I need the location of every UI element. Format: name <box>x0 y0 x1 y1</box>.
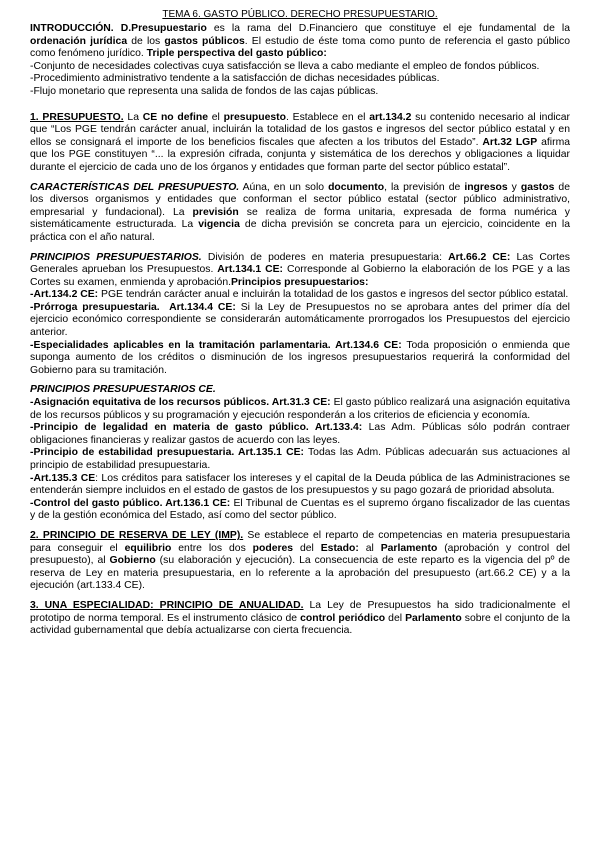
list-item-text: Si la Ley de Presupuestos no se aprobara antes del primer día del ejercicio económico correspondiente se considerarán automáticamente prorrogados los Presupuestos del ejercicio anterior. <box>30 301 570 339</box>
list-item-label: Art.134.4 CE: <box>159 301 236 313</box>
principios-ce-heading-line <box>30 384 570 397</box>
section-reserva-de-ley <box>30 530 570 593</box>
body-text: se realiza de forma unitaria, expresada de forma numérica y sistemáticamente estructurada. La <box>30 206 570 231</box>
body-text: del <box>293 542 321 554</box>
body-term: gastos <box>520 181 555 193</box>
intro-subheading: Triple perspectiva del gasto público: <box>146 48 327 60</box>
intro-text: . El estudio de éste toma como punto de referencia el gasto público como fenómeno jurídico. <box>30 35 570 60</box>
body-term: Art.66.2 CE: <box>448 251 511 263</box>
body-text: afirma que los PGE constituyen “... la expresión cifrada, conjunta y sistemática de los derechos y obligaciones a liquidar durante el ejercicio de cada uno de los órganos y entidades que forman parte del sector público estatal”. <box>30 136 571 173</box>
list-item-text: Todas las Adm. Públicas adecuarán sus actuaciones al principio de estabilidad presupuestaria. <box>30 447 571 471</box>
intro-text: de los <box>127 35 165 47</box>
list-item-text: El gasto público realizará una asignación equitativa de los recursos públicos y su programación y ejecución responderán a los criterios de eficiencia y economía. <box>30 397 570 421</box>
body-term: Parlamento <box>380 542 438 554</box>
body-text: Se establece el reparto de competencias en materia presupuestaria para conseguir el <box>30 529 570 554</box>
body-text: sobre el conjunto de la actividad gubernamental que debía actualizarse con cierta frecuencia. <box>30 612 570 637</box>
body-text: , la previsión de <box>384 181 465 193</box>
principios-paragraph <box>30 252 570 290</box>
caracteristicas-heading: CARACTERÍSTICAS DEL PRESUPUESTO. <box>30 181 240 193</box>
body-text: (su elaboración y ejecución). La consecuencia de este reparto es la vigencia del pº de reserva de Ley en materia presupuestaria, en lo referente a la aprobación del presupuesto (art.66.2 CE) y a la ejecución (art.133.4 CE). <box>30 555 570 592</box>
presupuesto-paragraph <box>30 112 570 175</box>
reserva-heading: 2. PRINCIPIO DE RESERVA DE LEY (IMP). <box>30 529 244 541</box>
body-term: control periódico <box>300 612 386 624</box>
principios-ce-list-item <box>30 397 570 422</box>
section-presupuesto <box>30 112 570 175</box>
section-caracteristicas <box>30 182 570 245</box>
intro-list-item: -Conjunto de necesidades colectivas cuya satisfacción se lleva a cabo mediante el empleo de fondos públicos. <box>30 60 540 72</box>
intro-term: ordenación jurídica <box>30 35 128 47</box>
principios-list-item <box>30 340 570 378</box>
section-anualidad <box>30 600 570 638</box>
presupuesto-heading: 1. PRESUPUESTO. <box>30 111 124 123</box>
principios-list-item <box>30 302 570 340</box>
body-term: Art.32 LGP <box>482 136 538 148</box>
list-item-text: El Tribunal de Cuentas es el supremo órgano fiscalizador de las cuentas y de la gestión económica del Estado, así como del sector público. <box>30 497 570 522</box>
principios-ce-list-item <box>30 473 570 498</box>
body-term: art.134.2 <box>369 111 412 123</box>
body-text: . Establece en el <box>286 111 370 123</box>
list-item-text: : Los créditos para satisfacer los intereses y el capital de la Deuda pública de las Administraciones se entenderán siempre incluidos en el estado de gastos de los presupuestos y su pago gozará de prioridad absoluta. <box>30 472 571 497</box>
principios-heading: PRINCIPIOS PRESUPUESTARIOS. <box>30 251 202 263</box>
body-text: de dicha previsión se concreta para un ejercicio, coincidente en la práctica con el año natural. <box>30 219 570 243</box>
section-principios-presupuestarios <box>30 252 570 378</box>
list-item-label: -Prórroga presupuestaria. <box>30 301 160 313</box>
intro-paragraph <box>30 23 570 61</box>
body-term: ingresos <box>464 181 508 193</box>
body-term: poderes <box>252 542 294 554</box>
body-text: y <box>507 181 521 193</box>
body-term: Estado: <box>320 542 359 554</box>
body-term: CE no define <box>142 111 209 123</box>
principios-subheading: Principios presupuestarios: <box>231 276 369 288</box>
list-item-label: -Especialidades aplicables en la tramitación parlamentaria. Art.134.6 CE: <box>30 339 402 351</box>
principios-list-item <box>30 289 570 302</box>
body-term: Parlamento <box>405 612 462 624</box>
body-text: (aprobación y control del presupuesto), al <box>30 542 570 567</box>
body-term: presupuesto <box>223 111 286 123</box>
section-principios-ce <box>30 384 570 523</box>
page-title: TEMA 6. GASTO PÚBLICO. DERECHO PRESUPUESTARIO. <box>162 9 438 20</box>
intro-term: D.Presupuestario <box>120 23 207 34</box>
list-item-text: PGE tendrán carácter anual e incluirán la totalidad de los gastos e ingresos del sector público estatal. <box>98 289 569 301</box>
body-term: Gobierno <box>109 555 156 567</box>
body-text: de los diversos organismos y entidades que conforman el sector público estatal (sector público administrativo, empresarial y fundacional). La <box>30 181 570 218</box>
principios-ce-heading: PRINCIPIOS PRESUPUESTARIOS CE. <box>30 384 216 396</box>
body-term: documento <box>328 181 385 193</box>
section-introduccion <box>30 23 570 99</box>
body-term: Art.134.1 CE: <box>217 264 284 276</box>
list-item-label: -Art.134.2 CE: <box>30 289 99 301</box>
reserva-paragraph <box>30 530 570 593</box>
list-item-text: Las Adm. Públicas sólo podrán contraer obligaciones financieras y realizar gastos de acuerdo con las leyes. <box>30 422 571 446</box>
intro-text: es la rama del D.Financiero que constituye el eje fundamental de la <box>206 23 571 34</box>
list-item-label: -Asignación equitativa de los recursos públicos. Art.31.3 CE: <box>30 397 331 409</box>
body-text: entre los dos <box>171 542 253 554</box>
intro-heading: INTRODUCCIÓN. <box>30 23 114 34</box>
body-text: División de poderes en materia presupuestaria: <box>201 251 449 263</box>
body-text: su contenido necesario al indicar que “Los PGE tendrán carácter anual, incluirán la totalidad de los gastos e ingresos del sector público estatal y en ellos se consignará el importe de los beneficios fiscales que afecten a los tributos del Estado”. <box>30 111 570 148</box>
list-item-text: Toda proposición o enmienda que suponga aumento de los créditos o disminución de los ingresos presupuestarios requerirá la conformidad del Gobierno para su tramitación. <box>30 339 570 376</box>
caracteristicas-paragraph <box>30 182 570 245</box>
intro-list-item: -Procedimiento administrativo tendente a la satisfacción de dichas necesidades públicas. <box>30 73 440 85</box>
list-item-label: -Principio de estabilidad presupuestaria. Art.135.1 CE: <box>30 447 304 459</box>
principios-ce-list-item <box>30 422 570 447</box>
body-term: vigencia <box>198 219 240 231</box>
list-item-label: -Principio de legalidad en materia de gasto público. Art.133.4: <box>30 422 363 434</box>
anualidad-paragraph <box>30 600 570 638</box>
principios-ce-list-item <box>30 447 570 472</box>
intro-term: gastos públicos <box>164 35 245 47</box>
body-text: Corresponde al Gobierno la elaboración de los PGE y a las Cortes su examen, enmienda y aprobación. <box>30 264 570 288</box>
body-text: del <box>385 612 406 624</box>
body-text: Aúna, en un solo <box>239 181 329 193</box>
body-text: el <box>208 111 224 123</box>
principios-ce-list-item <box>30 498 570 523</box>
body-term: equilibrio <box>124 542 172 554</box>
body-text: La Ley de Presupuestos ha sido tradicionalmente el prototipo de norma temporal. Es el instrumento clásico de <box>30 599 570 624</box>
body-text: Las Cortes Generales aprueban los Presupuestos. <box>30 251 570 276</box>
anualidad-heading: 3. UNA ESPECIALIDAD: PRINCIPIO DE ANUALIDAD. <box>30 599 304 611</box>
body-term: previsión <box>192 206 239 218</box>
intro-list-item: -Flujo monetario que representa una salida de fondos de las cajas públicas. <box>30 85 379 97</box>
body-text: La <box>123 111 143 123</box>
list-item-label: -Control del gasto público. Art.136.1 CE: <box>30 497 231 509</box>
list-item-label: -Art.135.3 CE <box>30 472 96 484</box>
body-text: al <box>358 542 381 554</box>
